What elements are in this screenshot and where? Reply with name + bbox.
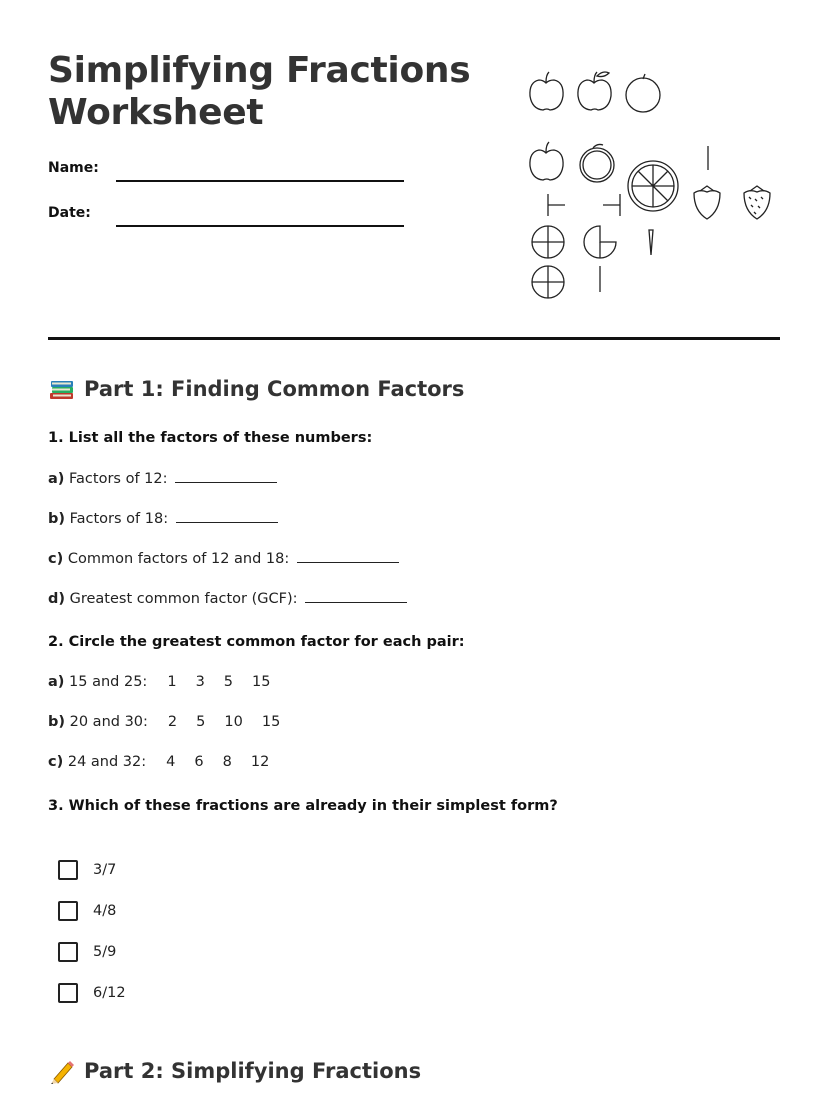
gcf-option[interactable]: 8	[222, 754, 232, 770]
gcf-option[interactable]: 12	[250, 754, 270, 770]
date-line[interactable]	[116, 225, 404, 227]
title-line-1: Simplifying Fractions	[48, 50, 471, 91]
q2-item-b: b) 20 and 30: 2 5 10 15	[48, 714, 281, 730]
gcf-option[interactable]: 6	[194, 754, 204, 770]
answer-blank[interactable]	[297, 550, 399, 563]
title-line-2: Worksheet	[48, 92, 264, 133]
apple-icon	[626, 74, 660, 112]
gcf-option[interactable]: 5	[196, 714, 206, 730]
part1-heading	[48, 375, 464, 403]
q1-item-b: b) Factors of 18:	[48, 510, 278, 527]
question-1-prompt: 1. List all the factors of these numbers:	[48, 430, 373, 446]
name-label: Name:	[48, 160, 99, 176]
gcf-option[interactable]: 15	[252, 674, 271, 690]
orange-icon	[580, 144, 614, 182]
part1-heading-text: Part 1: Finding Common Factors	[84, 377, 465, 401]
choice-label: 6/12	[93, 985, 126, 1001]
strawberry-icon	[694, 186, 720, 219]
fraction-choice[interactable]	[58, 942, 116, 962]
gcf-option[interactable]: 5	[223, 674, 234, 690]
name-field[interactable]	[48, 160, 99, 176]
checkbox[interactable]	[58, 983, 78, 1003]
q2-item-a: a) 15 and 25: 1 3 5 15	[48, 674, 271, 690]
fraction-choice[interactable]	[58, 901, 116, 921]
name-line[interactable]	[116, 180, 404, 182]
gcf-option[interactable]: 2	[167, 714, 178, 730]
apple-icon	[530, 142, 563, 180]
fraction-marks	[548, 194, 620, 216]
gcf-option[interactable]: 15	[261, 714, 281, 730]
fruit-fractions-illustration	[525, 70, 775, 300]
strawberry-icon	[744, 186, 770, 219]
apple-icon	[530, 72, 563, 110]
pencil-emoji-icon	[48, 1057, 76, 1085]
question-3-prompt: 3. Which of these fractions are already in their simplest form?	[48, 798, 558, 814]
choice-label: 3/7	[93, 862, 117, 878]
answer-blank[interactable]	[176, 510, 278, 523]
part2-heading-text: Part 2: Simplifying Fractions	[84, 1059, 422, 1083]
fraction-choice[interactable]	[58, 860, 116, 880]
gcf-option[interactable]: 10	[224, 714, 243, 730]
question-2-prompt: 2. Circle the greatest common factor for each pair:	[48, 634, 465, 650]
books-emoji-icon	[48, 375, 76, 403]
fraction-circle-icon	[584, 226, 616, 258]
fraction-circle-icon	[532, 226, 564, 258]
part2-heading	[48, 1057, 421, 1085]
worksheet-title	[48, 50, 470, 134]
fraction-circle-icon	[532, 266, 564, 298]
choice-label: 4/8	[93, 903, 117, 919]
gcf-option[interactable]: 1	[167, 674, 177, 690]
q1-item-d: d) Greatest common factor (GCF):	[48, 590, 407, 607]
apple-icon	[578, 72, 611, 110]
gcf-option[interactable]: 3	[195, 674, 205, 690]
answer-blank[interactable]	[175, 470, 277, 483]
slice-icon	[649, 230, 653, 255]
q1-item-a: a) Factors of 12:	[48, 470, 277, 487]
checkbox[interactable]	[58, 942, 78, 962]
checkbox[interactable]	[58, 901, 78, 921]
checkbox[interactable]	[58, 860, 78, 880]
header-divider	[48, 337, 780, 340]
date-field[interactable]	[48, 205, 91, 221]
choice-label: 5/9	[93, 944, 117, 960]
q2-item-c: c) 24 and 32: 4 6 8 12	[48, 754, 270, 770]
q1-item-c: c) Common factors of 12 and 18:	[48, 550, 399, 567]
date-label: Date:	[48, 205, 91, 221]
answer-blank[interactable]	[305, 590, 407, 603]
gcf-option[interactable]: 4	[166, 754, 176, 770]
pie-fraction-icon	[628, 161, 678, 211]
fraction-choice[interactable]	[58, 983, 126, 1003]
